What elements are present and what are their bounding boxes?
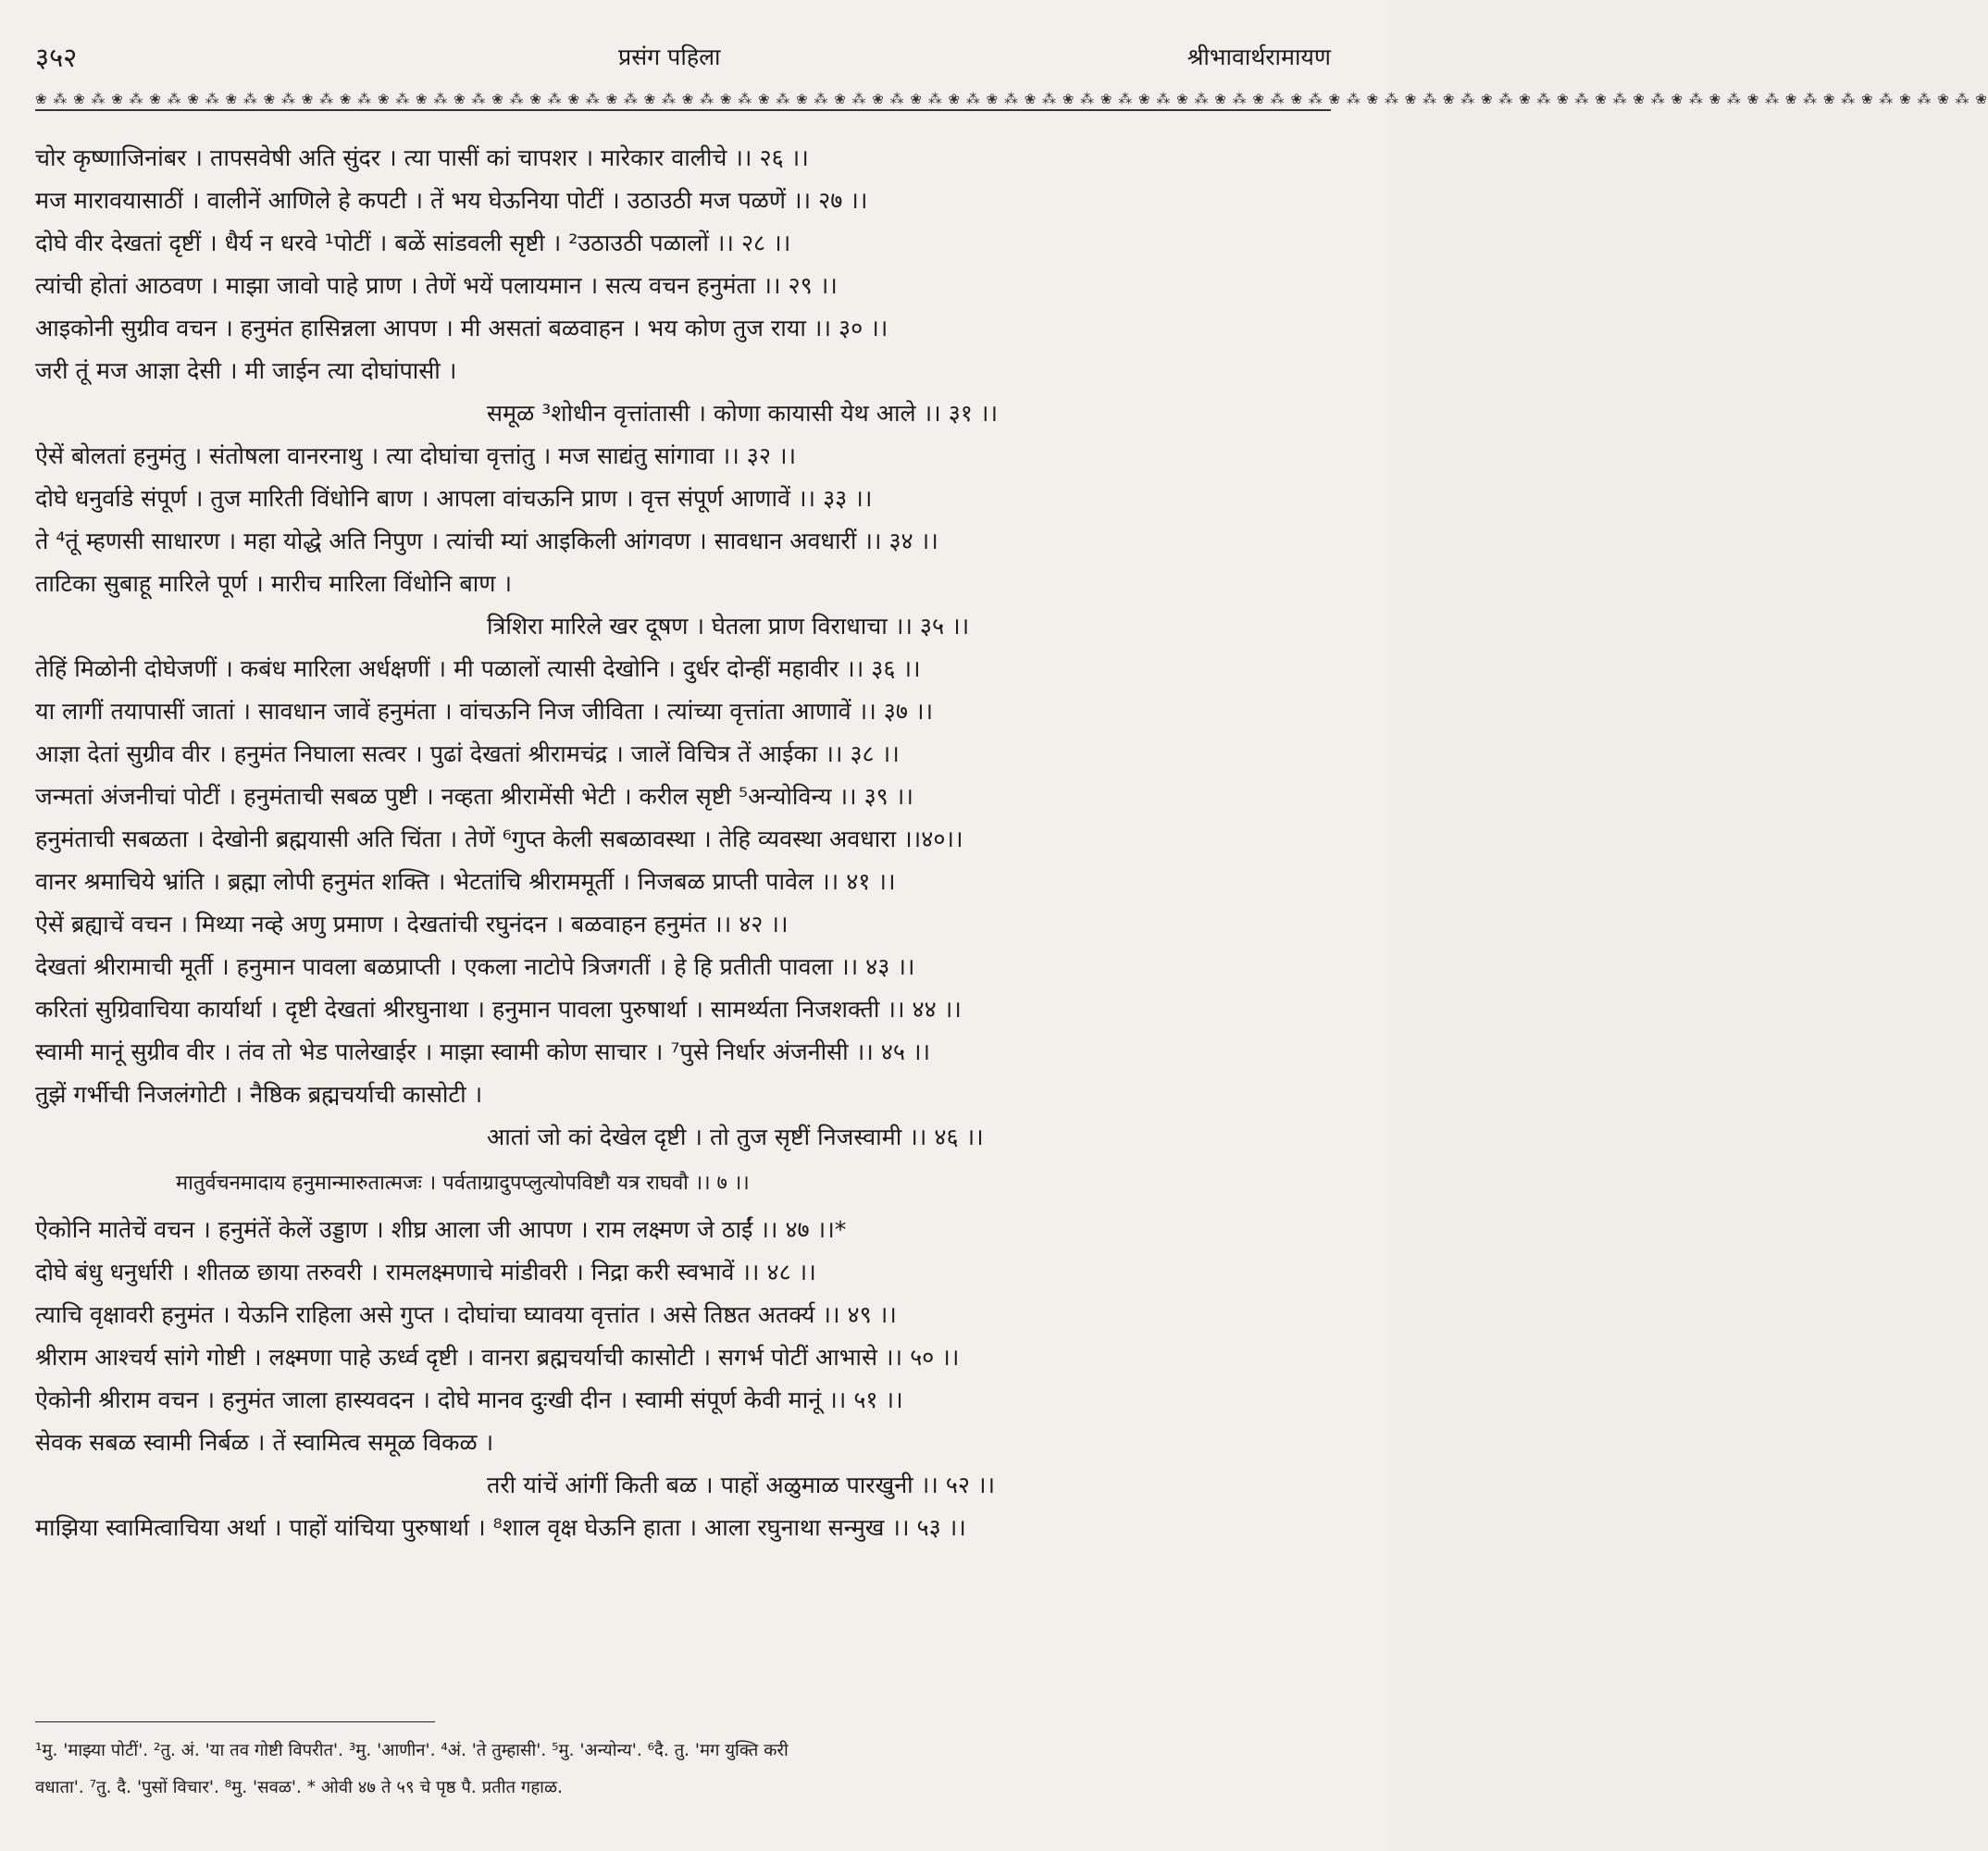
verse-line: जन्मतां अंजनीचां पोटीं । हनुमंताची सबळ पुष्टी । नव्हता श्रीरामेंसी भेटी । करील सृष्टी ⁵अन्योविन्य ।। ३९ ।। — [35, 783, 913, 810]
ornament-rule — [35, 109, 1331, 111]
verse-line: ऐकोनि मातेचें वचन । हनुमंतें केलें उड्डाण । शीघ्र आला जी आपण । राम लक्ष्मण जे ठाईं ।। ४७ ।।* — [35, 1216, 847, 1243]
verse-line: ते ⁴तूं म्हणसी साधारण । महा योद्धे अति निपुण । त्यांची म्यां आइकिली आंगवण । सावधान अवधारीं ।। ३४ ।। — [35, 528, 938, 554]
verse-line: या लागीं तयापासीं जातां । सावधान जावें हनुमंता । वांचऊनि निज जीविता । त्यांच्या वृत्तांता आणावें ।। ३७ ।। — [35, 698, 934, 725]
footnote-line: वधाता'. ⁷तु. दै. 'पुसों विचार'. ⁸मु. 'सवळ'. * ओवी ४७ ते ५९ चे पृष्ठ पै. प्रतीत गहाळ. — [35, 1778, 563, 1797]
chapter-title: प्रसंग पहिला — [618, 43, 721, 70]
verse-line: आतां जो कां देखेल दृष्टी । तो तुज सृष्टीं निजस्वामी ।। ४६ ।। — [487, 1124, 984, 1150]
verse-line: त्याचि वृक्षावरी हनुमंत । येऊनि राहिला असे गुप्त । दोघांचा घ्यावया वृत्तांत । असे तिष्ठत अतर्क्य ।। ४९ ।। — [35, 1301, 897, 1328]
verse-line: ऐसें बोलतां हनुमंतु । संतोषला वानरनाथु । त्या दोघांचा वृत्तांतु । मज साद्यंतु सांगावा ।। ३२ ।। — [35, 442, 797, 469]
verse-line: ताटिका सुबाहू मारिले पूर्ण । मारीच मारिला विंधोनि बाण । — [35, 570, 513, 597]
verse-line: माझिया स्वामित्वाचिया अर्था । पाहों यांचिया पुरुषार्था । ⁸शाल वृक्ष घेऊनि हाता । आला रघुनाथा सन्मुख ।। ५३ ।। — [35, 1514, 966, 1541]
verse-body — [35, 137, 1336, 1549]
verse-line: करितां सुग्रिवाचिया कार्यार्था । दृष्टी देखतां श्रीरघुनाथा । हनुमान पावला पुरुषार्था । सामर्थ्यता निजशक्ती ।। ४४ ।। — [35, 996, 962, 1023]
verse-line: दोघे धनुर्वाडे संपूर्ण । तुज मारिती विंधोनि बाण । आपला वांचऊनि प्राण । वृत्त संपूर्ण आणावें ।। ३३ ।। — [35, 485, 873, 512]
verse-line: श्रीराम आश्चर्य सांगे गोष्टी । लक्ष्मणा पाहे ऊर्ध्व दृष्टी । वानरा ब्रह्मचर्याची कासोटी । सगर्भ पोटीं आभासे ।। ५० ।। — [35, 1344, 960, 1371]
verse-line: सेवक सबळ स्वामी निर्बळ । तें स्वामित्व समूळ विकळ । — [35, 1429, 494, 1456]
verse-line: स्वामी मानूं सुग्रीव वीर । तंव तो भेड पालेखाईर । माझा स्वामी कोण साचार । ⁷पुसे निर्धार अंजनीसी ।। ४५ ।। — [35, 1038, 931, 1065]
verse-line: समूळ ³शोधीन वृत्तांतासी । कोणा कायासी येथ आले ।। ३१ ।। — [487, 400, 998, 427]
verse-line: त्यांची होतां आठवण । माझा जावो पाहे प्राण । तेणें भयें पलायमान । सत्य वचन हनुमंता ।। २९ ।। — [35, 272, 838, 299]
book-title: श्रीभावार्थरामायण — [1187, 43, 1331, 70]
footnotes — [35, 1733, 1336, 1807]
footnote-rule — [35, 1721, 435, 1722]
verse-line: हनुमंताची सबळता । देखोनी ब्रह्मयासी अति चिंता । तेणें ⁶गुप्त केली सबळावस्था । तेहि व्यवस्था अवधारा ।।४०।। — [35, 826, 963, 852]
verse-line: मज मारावयासाठीं । वालीनें आणिले हे कपटी । तें भय घेऊनिया पोटीं । उठाउठी मज पळणें ।। २७ ।। — [35, 187, 868, 214]
page-header — [35, 39, 1331, 85]
verse-line: तेहिं मिळोनी दोघेजणीं । कबंध मारिला अर्धक्षणीं । मी पळालों त्यासी देखोनि । दुर्धर दोन्हीं महावीर ।। ३६ ।। — [35, 655, 921, 682]
verse-line: दोघे वीर देखतां दृष्टीं । धैर्य न धरवे ¹पोटीं । बळें सांडवली सृष्टी । ²उठाउठी पळालों ।। २८ ।। — [35, 230, 791, 256]
verse-line: तरी यांचें आंगीं किती बळ । पाहों अळुमाळ पारखुनी ।। ५२ ।। — [487, 1472, 996, 1498]
footnote-line: ¹मु. 'माझ्या पोटीं'. ²तु. अं. 'या तव गोष्टी विपरीत'. ³मु. 'आणीन'. ⁴अं. 'ते तुम्हासी'. ⁵मु. 'अन्योन्य'. ⁶दै. तु. 'मग युक्ति करी — [35, 1741, 789, 1760]
ornament-pattern: ❀ ⁂ ❀ ⁂ ❀ ⁂ ❀ ⁂ ❀ ⁂ ❀ ⁂ ❀ ⁂ ❀ ⁂ ❀ ⁂ ❀ ⁂ ❀ ⁂ ❀ ⁂ ❀ ⁂ ❀ ⁂ ❀ ⁂ ❀ ⁂ ❀ ⁂ ❀ ⁂ ❀ ⁂ ❀ ⁂ ❀ ⁂ ❀ ⁂ ❀ ⁂ ❀ ⁂ ❀ ⁂ ❀ ⁂ ❀ ⁂ ❀ ⁂ ❀ ⁂ ❀ ⁂ ❀ ⁂ ❀ ⁂ ❀ ⁂ ❀ ⁂ ❀ ⁂ ❀ ⁂ ❀ ⁂ ❀ ⁂ ❀ ⁂ ❀ ⁂ ❀ ⁂ ❀ ⁂ ❀ ⁂ ❀ ⁂ ❀ ⁂ ❀ ⁂ ❀ ⁂ ❀ ⁂ ❀ ⁂ ❀ ⁂ ❀ ⁂ ❀ — [35, 91, 1988, 107]
verse-line: ऐकोनी श्रीराम वचन । हनुमंत जाला हास्यवदन । दोघे मानव दुःखी दीन । स्वामी संपूर्ण केवी मानूं ।। ५१ ।। — [35, 1386, 903, 1413]
ornamental-border — [35, 89, 1988, 113]
verse-line: आइकोनी सुग्रीव वचन । हनुमंत हासिन्नला आपण । मी असतां बळवाहन । भय कोण तुज राया ।। ३० ।। — [35, 315, 888, 342]
verse-line: दोघे बंधु धनुर्धारी । शीतळ छाया तरुवरी । रामलक्ष्मणाचे मांडीवरी । निद्रा करी स्वभावें ।। ४८ ।। — [35, 1259, 816, 1286]
verse-line: ऐसें ब्रह्याचें वचन । मिथ्या नव्हे अणु प्रमाण । देखतांची रघुनंदन । बळवाहन हनुमंत ।। ४२ ।। — [35, 911, 789, 938]
verse-line: जरी तूं मज आज्ञा देसी । मी जाईन त्या दोघांपासी । — [35, 357, 457, 384]
verse-line: त्रिशिरा मारिले खर दूषण । घेतला प्राण विराधाचा ।। ३५ ।। — [487, 613, 970, 640]
verse-line: देखतां श्रीरामाची मूर्ती । हनुमान पावला बळप्राप्ती । एकला नाटोपे त्रिजगतीं । हे हि प्रतीती पावला ।। ४३ ।। — [35, 953, 915, 980]
verse-line: वानर श्रमाचिये भ्रांति । ब्रह्मा लोपी हनुमंत शक्ति । भेटतांचि श्रीराममूर्ती । निजबळ प्राप्ती पावेल ।। ४१ ।। — [35, 868, 896, 895]
page-number: ३५२ — [35, 42, 78, 73]
verse-line: चोर कृष्णाजिनांबर । तापसवेषी अति सुंदर । त्या पासीं कां चापशर । मारेकार वालीचे ।। २६ ।। — [35, 144, 809, 171]
sanskrit-shloka: मातुर्वचनमादाय हनुमान्मारुतात्मजः । पर्वताग्रादुपप्लुत्योपविष्टौ यत्र राघवौ ।। ७ ।। — [176, 1172, 750, 1195]
verse-line: तुझें गर्भीची निजलंगोटी । नैष्ठिक ब्रह्मचर्याची कासोटी । — [35, 1081, 483, 1108]
verse-line: आज्ञा देतां सुग्रीव वीर । हनुमंत निघाला सत्वर । पुढां देखतां श्रीरामचंद्र । जालें विचित्र तें आईका ।। ३८ ।। — [35, 740, 900, 767]
